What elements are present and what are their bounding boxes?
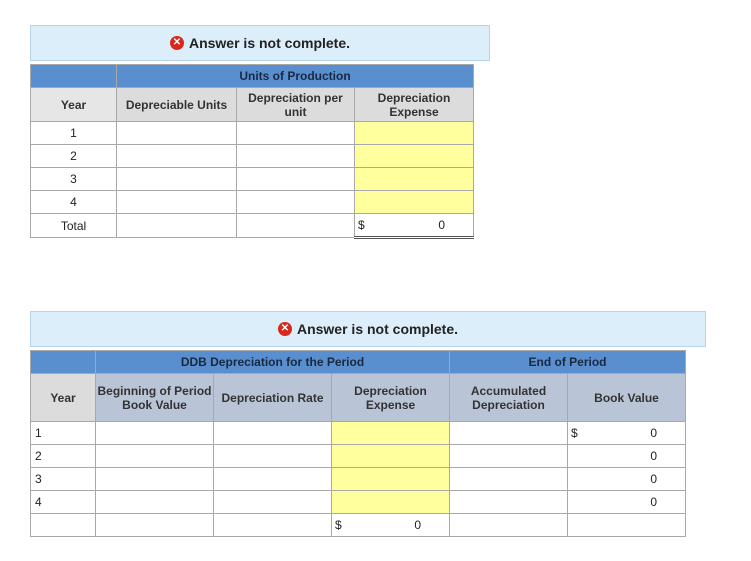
beginning-book-value-input[interactable] [96,422,214,445]
depreciation-expense-header: Depreciation Expense [332,374,450,422]
answer-incomplete-banner-2 [30,311,706,347]
currency-symbol: $ [335,518,342,532]
depreciation-rate-header: Depreciation Rate [214,374,332,422]
empty-cell [568,514,686,537]
depreciation-per-unit-input[interactable] [237,168,355,191]
year-cell: 3 [31,468,96,491]
book-value: 0 [650,449,657,463]
beginning-book-value-input[interactable] [96,445,214,468]
accumulated-depreciation-input[interactable] [450,491,568,514]
year-cell: 1 [31,422,96,445]
table-row [31,191,474,214]
depreciation-per-unit-input[interactable] [237,191,355,214]
depreciation-rate-input[interactable] [214,422,332,445]
accumulated-depreciation-input[interactable] [450,468,568,491]
banner-1-text: Answer is not complete. [188,35,351,51]
book-value: 0 [650,472,657,486]
depreciation-per-unit-header: Depreciation per unit [237,88,355,122]
book-value-cell [568,445,686,468]
table-row [31,491,686,514]
depreciable-units-input[interactable] [117,191,237,214]
depreciable-units-header: Depreciable Units [117,88,237,122]
ddb-period-group-header: DDB Depreciation for the Period [96,351,450,374]
table-row [31,468,686,491]
year-corner [31,351,96,374]
units-of-production-table [30,64,474,239]
empty-cell [31,514,96,537]
depreciation-rate-input[interactable] [214,491,332,514]
year-cell: 4 [31,191,117,214]
year-cell: 2 [31,445,96,468]
accumulated-depreciation-header: Accumulated Depreciation [450,374,568,422]
year-corner [31,65,117,88]
empty-cell [214,514,332,537]
year-header: Year [31,374,96,422]
accumulated-depreciation-input[interactable] [450,422,568,445]
beginning-book-value-input[interactable] [96,468,214,491]
book-value-header: Book Value [568,374,686,422]
total-expense-cell [332,514,450,537]
empty-cell [237,214,355,238]
year-cell: 1 [31,122,117,145]
year-cell: 4 [31,491,96,514]
depreciation-expense-input[interactable] [355,145,474,168]
depreciable-units-input[interactable] [117,168,237,191]
total-expense-value: 0 [414,518,421,532]
depreciation-expense-input[interactable] [332,468,450,491]
depreciation-expense-input[interactable] [332,445,450,468]
depreciation-expense-input[interactable] [355,191,474,214]
end-of-period-group-header: End of Period [450,351,686,374]
empty-cell [96,514,214,537]
depreciation-expense-input[interactable] [355,168,474,191]
table-row [31,445,686,468]
year-cell: 2 [31,145,117,168]
year-header: Year [31,88,117,122]
table-row [31,122,474,145]
depreciation-expense-header: Depreciation Expense [355,88,474,122]
accumulated-depreciation-input[interactable] [450,445,568,468]
book-value: 0 [650,495,657,509]
currency-symbol: $ [358,218,365,232]
total-expense-value: 0 [438,218,446,232]
table-row [31,145,474,168]
table-row [31,168,474,191]
empty-cell [450,514,568,537]
currency-symbol: $ [571,426,578,440]
depreciation-rate-input[interactable] [214,445,332,468]
error-x-icon: ✕ [278,322,292,336]
depreciable-units-input[interactable] [117,145,237,168]
book-value: 0 [650,426,657,440]
depreciation-per-unit-input[interactable] [237,145,355,168]
total-label: Total [31,214,117,238]
depreciable-units-input[interactable] [117,122,237,145]
beginning-book-value-header: Beginning of Period Book Value [96,374,214,422]
answer-incomplete-banner-1 [30,25,490,61]
table-row [31,422,686,445]
error-x-icon: ✕ [170,36,184,50]
book-value-cell [568,468,686,491]
beginning-book-value-input[interactable] [96,491,214,514]
banner-2-text: Answer is not complete. [296,321,459,337]
units-of-production-title: Units of Production [117,65,474,88]
depreciation-expense-input[interactable] [332,491,450,514]
empty-cell [117,214,237,238]
total-row [31,514,686,537]
year-cell: 3 [31,168,117,191]
depreciation-per-unit-input[interactable] [237,122,355,145]
total-expense-cell [355,214,474,238]
depreciation-expense-input[interactable] [355,122,474,145]
ddb-depreciation-table [30,350,686,537]
book-value-cell [568,422,686,445]
depreciation-rate-input[interactable] [214,468,332,491]
total-row [31,214,474,238]
depreciation-expense-input[interactable] [332,422,450,445]
book-value-cell [568,491,686,514]
